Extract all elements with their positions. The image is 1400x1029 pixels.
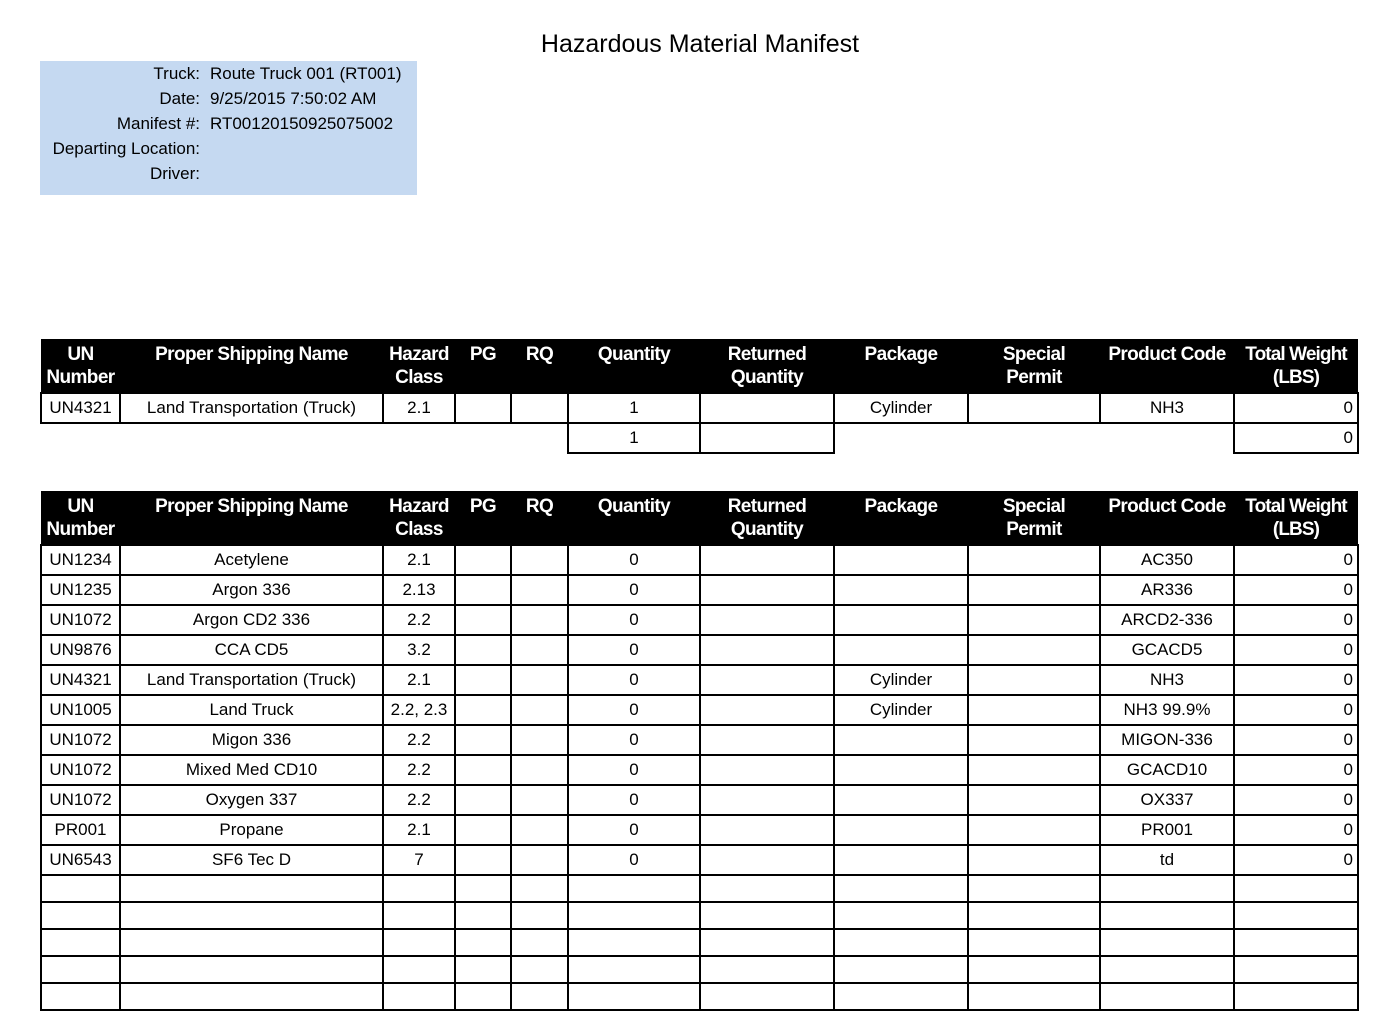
date-value: 9/25/2015 7:50:02 AM [210, 89, 377, 108]
header-package-line: Package [864, 344, 938, 365]
cell-special-permit [968, 393, 1100, 423]
blank-cell [455, 983, 511, 1010]
blank-cell [120, 902, 383, 929]
blank-cell [834, 929, 968, 956]
cell-product-code: GCACD5 [1100, 635, 1234, 665]
cell-special-permit [968, 785, 1100, 815]
cell-hazard-class: 2.13 [383, 575, 455, 605]
blank-cell [383, 956, 455, 983]
cell-total-weight: 0 [1234, 755, 1358, 785]
header-hazard-class [383, 491, 455, 545]
cell-proper-shipping-name: Propane [120, 815, 383, 845]
header-quantity-line: Quantity [597, 496, 671, 517]
cell-pg [455, 785, 511, 815]
blank-cell [968, 902, 1100, 929]
cell-hazard-class: 2.2 [383, 785, 455, 815]
blank-cell [511, 929, 568, 956]
cell-pg [455, 393, 511, 423]
cell-returned-quantity [700, 575, 834, 605]
table-header-row [41, 339, 1358, 393]
departing-location-label: Departing Location: [52, 139, 200, 158]
cell-rq [511, 393, 568, 423]
cell-rq [511, 635, 568, 665]
cell-rq [511, 695, 568, 725]
driver-label: Driver: [149, 164, 200, 183]
cell-package [834, 845, 968, 875]
blank-cell [511, 956, 568, 983]
table-row [41, 393, 1358, 423]
cell-rq [511, 785, 568, 815]
header-quantity-line: Quantity [597, 344, 671, 365]
cell-package [834, 545, 968, 575]
blank-cell [568, 875, 700, 902]
cell-quantity: 0 [568, 695, 700, 725]
cell-quantity: 0 [568, 785, 700, 815]
cell-product-code: MIGON-336 [1100, 725, 1234, 755]
cell-quantity: 0 [568, 815, 700, 845]
cell-returned-quantity [700, 635, 834, 665]
cell-quantity: 0 [568, 605, 700, 635]
cell-quantity: 0 [568, 665, 700, 695]
info-row-departing [40, 136, 417, 161]
cell-hazard-class: 2.1 [383, 393, 455, 423]
header-total-weight-line: (LBS) [1272, 367, 1320, 388]
header-proper-shipping-name-line: Proper Shipping Name [155, 496, 348, 517]
blank-cell [834, 875, 968, 902]
header-total-weight [1234, 491, 1358, 545]
header-total-weight [1234, 339, 1358, 393]
blank-cell [511, 902, 568, 929]
blank-cell [834, 956, 968, 983]
cell-un-number: UN1072 [41, 785, 120, 815]
cell-total-weight: 0 [1234, 393, 1358, 423]
blank-cell [968, 929, 1100, 956]
blank-cell [511, 875, 568, 902]
blank-row [41, 875, 1358, 902]
header-returned-quantity-line: Quantity [730, 519, 804, 540]
blank-cell [120, 956, 383, 983]
blank-row [41, 929, 1358, 956]
cell-hazard-class: 2.2 [383, 725, 455, 755]
table-row [41, 635, 1358, 665]
header-hazard-class-line: Hazard [389, 496, 449, 517]
blank-cell [1100, 956, 1234, 983]
header-total-weight-line: Total Weight [1245, 344, 1347, 365]
cell-un-number: UN1072 [41, 755, 120, 785]
cell-un-number: UN4321 [41, 393, 120, 423]
cell-product-code: td [1100, 845, 1234, 875]
info-row-date [40, 86, 417, 111]
cell-special-permit [968, 695, 1100, 725]
cell-returned-quantity [700, 393, 834, 423]
header-special-permit-line: Special [1002, 496, 1066, 517]
cell-returned-quantity [700, 785, 834, 815]
cell-special-permit [968, 755, 1100, 785]
cell-product-code: NH3 99.9% [1100, 695, 1234, 725]
blank-row [41, 956, 1358, 983]
cell-returned-quantity [700, 815, 834, 845]
total-quantity: 1 [568, 423, 700, 453]
blank-cell [1100, 929, 1234, 956]
header-special-permit-line: Special [1002, 344, 1066, 365]
header-package [834, 491, 968, 545]
blank-cell [834, 983, 968, 1010]
table-row [41, 785, 1358, 815]
cell-package [834, 755, 968, 785]
cell-proper-shipping-name: Land Transportation (Truck) [120, 393, 383, 423]
header-pg [455, 339, 511, 393]
cell-pg [455, 695, 511, 725]
blank-cell [1234, 902, 1358, 929]
cell-pg [455, 845, 511, 875]
header-un-number-line: Number [46, 519, 115, 540]
table-body [41, 545, 1358, 1010]
table-header-row [41, 491, 1358, 545]
cell-quantity: 0 [568, 545, 700, 575]
header-un-number-line: Number [46, 367, 115, 388]
blank-cell [1234, 875, 1358, 902]
blank-cell [968, 983, 1100, 1010]
totals-row [41, 423, 1358, 453]
header-returned-quantity-line: Quantity [730, 367, 804, 388]
header-rq [511, 339, 568, 393]
cell-returned-quantity [700, 755, 834, 785]
cell-un-number: PR001 [41, 815, 120, 845]
header-total-weight-line: (LBS) [1272, 519, 1320, 540]
blank-cell [41, 956, 120, 983]
cell-product-code: AC350 [1100, 545, 1234, 575]
cell-proper-shipping-name: Argon 336 [120, 575, 383, 605]
cell-package: Cylinder [834, 695, 968, 725]
date-label: Date: [159, 89, 200, 108]
cell-un-number: UN9876 [41, 635, 120, 665]
header-returned-quantity [700, 339, 834, 393]
page-title: Hazardous Material Manifest [540, 30, 860, 58]
cell-hazard-class: 2.1 [383, 665, 455, 695]
cell-special-permit [968, 635, 1100, 665]
cell-returned-quantity [700, 845, 834, 875]
cell-hazard-class: 2.1 [383, 815, 455, 845]
header-hazard-class-line: Class [395, 367, 443, 388]
cell-total-weight: 0 [1234, 845, 1358, 875]
blank-cell [1100, 902, 1234, 929]
header-hazard-class-line: Class [395, 519, 443, 540]
blank-cell [1234, 929, 1358, 956]
cell-quantity: 0 [568, 575, 700, 605]
cell-un-number: UN1072 [41, 725, 120, 755]
cell-quantity: 0 [568, 635, 700, 665]
manifest-number-value: RT00120150925075002 [210, 114, 394, 133]
cell-package [834, 725, 968, 755]
header-returned-quantity-line: Returned [727, 344, 807, 365]
header-hazard-class-line: Hazard [389, 344, 449, 365]
cell-proper-shipping-name: CCA CD5 [120, 635, 383, 665]
cell-hazard-class: 3.2 [383, 635, 455, 665]
header-pg [455, 491, 511, 545]
cell-special-permit [968, 725, 1100, 755]
blank-cell [700, 875, 834, 902]
cell-rq [511, 605, 568, 635]
cell-special-permit [968, 845, 1100, 875]
manifest-number-label: Manifest #: [116, 114, 200, 133]
header-special-permit [968, 339, 1100, 393]
blank-cell [568, 902, 700, 929]
cell-un-number: UN4321 [41, 665, 120, 695]
cell-pg [455, 755, 511, 785]
cell-special-permit [968, 575, 1100, 605]
cell-proper-shipping-name: Argon CD2 336 [120, 605, 383, 635]
header-special-permit-line: Permit [1006, 519, 1062, 540]
cell-package [834, 635, 968, 665]
header-rq [511, 491, 568, 545]
truck-label: Truck: [153, 64, 200, 83]
blank-cell [455, 929, 511, 956]
header-pg-line: PG [469, 496, 497, 517]
cell-product-code: PR001 [1100, 815, 1234, 845]
cell-total-weight: 0 [1234, 665, 1358, 695]
blank-cell [700, 956, 834, 983]
manifest-table-all-products [40, 491, 1359, 1011]
total-weight: 0 [1234, 423, 1358, 453]
header-proper-shipping-name [120, 491, 383, 545]
header-un-number [41, 491, 120, 545]
info-row-driver [40, 161, 417, 186]
blank-cell [455, 875, 511, 902]
blank-cell [700, 983, 834, 1010]
cell-pg [455, 575, 511, 605]
header-proper-shipping-name [120, 339, 383, 393]
cell-special-permit [968, 815, 1100, 845]
cell-product-code: OX337 [1100, 785, 1234, 815]
cell-rq [511, 815, 568, 845]
cell-quantity: 0 [568, 725, 700, 755]
departing-location-value [210, 136, 417, 161]
cell-rq [511, 575, 568, 605]
cell-un-number: UN1072 [41, 605, 120, 635]
cell-rq [511, 545, 568, 575]
table-row [41, 845, 1358, 875]
blank-cell [383, 875, 455, 902]
cell-product-code: ARCD2-336 [1100, 605, 1234, 635]
cell-quantity: 1 [568, 393, 700, 423]
cell-rq [511, 665, 568, 695]
cell-rq [511, 845, 568, 875]
table-row [41, 605, 1358, 635]
header-un-number [41, 339, 120, 393]
header-package-line: Package [864, 496, 938, 517]
blank-cell [41, 875, 120, 902]
cell-product-code: NH3 [1100, 665, 1234, 695]
blank-cell [120, 983, 383, 1010]
blank-cell [834, 902, 968, 929]
cell-un-number: UN1235 [41, 575, 120, 605]
cell-quantity: 0 [568, 845, 700, 875]
driver-value [210, 161, 417, 186]
table-row [41, 755, 1358, 785]
cell-product-code: NH3 [1100, 393, 1234, 423]
blank-row [41, 983, 1358, 1010]
table-row [41, 815, 1358, 845]
header-proper-shipping-name-line: Proper Shipping Name [155, 344, 348, 365]
table-row [41, 545, 1358, 575]
header-total-weight-line: Total Weight [1245, 496, 1347, 517]
header-returned-quantity [700, 491, 834, 545]
cell-pg [455, 635, 511, 665]
cell-proper-shipping-name: Land Truck [120, 695, 383, 725]
header-product-code-line: Product Code [1108, 344, 1226, 365]
cell-total-weight: 0 [1234, 785, 1358, 815]
blank-cell [383, 983, 455, 1010]
header-product-code [1100, 491, 1234, 545]
header-product-code [1100, 339, 1234, 393]
cell-un-number: UN6543 [41, 845, 120, 875]
cell-hazard-class: 2.2, 2.3 [383, 695, 455, 725]
table-row [41, 725, 1358, 755]
table-row [41, 695, 1358, 725]
header-package [834, 339, 968, 393]
cell-un-number: UN1234 [41, 545, 120, 575]
header-returned-quantity-line: Returned [727, 496, 807, 517]
header-pg-line: PG [469, 344, 497, 365]
blank-cell [41, 902, 120, 929]
cell-rq [511, 725, 568, 755]
manifest-table-loaded [40, 339, 1359, 454]
cell-returned-quantity [700, 665, 834, 695]
cell-total-weight: 0 [1234, 815, 1358, 845]
totals-section [41, 423, 1358, 453]
header-un-number-line: UN [67, 344, 94, 365]
header-product-code-line: Product Code [1108, 496, 1226, 517]
header-hazard-class [383, 339, 455, 393]
cell-pg [455, 545, 511, 575]
info-row-truck [40, 61, 417, 86]
blank-cell [968, 956, 1100, 983]
header-un-number-line: UN [67, 496, 94, 517]
cell-package [834, 815, 968, 845]
header-rq-line: RQ [525, 344, 554, 365]
blank-cell [120, 929, 383, 956]
cell-pg [455, 815, 511, 845]
cell-hazard-class: 2.2 [383, 755, 455, 785]
blank-cell [700, 929, 834, 956]
blank-cell [568, 956, 700, 983]
blank-cell [120, 875, 383, 902]
blank-cell [1234, 983, 1358, 1010]
cell-total-weight: 0 [1234, 695, 1358, 725]
blank-row [41, 902, 1358, 929]
truck-value: Route Truck 001 (RT001) [210, 64, 402, 83]
blank-cell [41, 929, 120, 956]
cell-special-permit [968, 545, 1100, 575]
cell-special-permit [968, 665, 1100, 695]
cell-proper-shipping-name: Acetylene [120, 545, 383, 575]
cell-quantity: 0 [568, 755, 700, 785]
cell-pg [455, 665, 511, 695]
cell-package [834, 785, 968, 815]
cell-returned-quantity [700, 545, 834, 575]
cell-proper-shipping-name: Mixed Med CD10 [120, 755, 383, 785]
table-body [41, 393, 1358, 423]
blank-cell [568, 929, 700, 956]
manifest-info-box [40, 61, 417, 195]
cell-pg [455, 725, 511, 755]
cell-returned-quantity [700, 605, 834, 635]
cell-total-weight: 0 [1234, 725, 1358, 755]
cell-hazard-class: 2.2 [383, 605, 455, 635]
blank-cell [968, 875, 1100, 902]
cell-rq [511, 755, 568, 785]
cell-package: Cylinder [834, 393, 968, 423]
cell-proper-shipping-name: Oxygen 337 [120, 785, 383, 815]
cell-special-permit [968, 605, 1100, 635]
cell-pg [455, 605, 511, 635]
header-special-permit-line: Permit [1006, 367, 1062, 388]
cell-product-code: GCACD10 [1100, 755, 1234, 785]
header-special-permit [968, 491, 1100, 545]
blank-cell [1100, 875, 1234, 902]
blank-cell [383, 902, 455, 929]
blank-cell [455, 956, 511, 983]
total-returned-quantity [700, 423, 834, 453]
cell-proper-shipping-name: SF6 Tec D [120, 845, 383, 875]
cell-proper-shipping-name: Land Transportation (Truck) [120, 665, 383, 695]
cell-total-weight: 0 [1234, 605, 1358, 635]
cell-hazard-class: 2.1 [383, 545, 455, 575]
cell-proper-shipping-name: Migon 336 [120, 725, 383, 755]
header-rq-line: RQ [525, 496, 554, 517]
blank-cell [41, 983, 120, 1010]
cell-total-weight: 0 [1234, 545, 1358, 575]
header-quantity [568, 491, 700, 545]
table-row [41, 665, 1358, 695]
blank-cell [568, 983, 700, 1010]
blank-cell [511, 983, 568, 1010]
cell-total-weight: 0 [1234, 575, 1358, 605]
cell-un-number: UN1005 [41, 695, 120, 725]
blank-cell [1100, 983, 1234, 1010]
cell-hazard-class: 7 [383, 845, 455, 875]
header-quantity [568, 339, 700, 393]
cell-total-weight: 0 [1234, 635, 1358, 665]
blank-cell [700, 902, 834, 929]
blank-cell [1234, 956, 1358, 983]
cell-product-code: AR336 [1100, 575, 1234, 605]
blank-cell [455, 902, 511, 929]
info-row-manifest [40, 111, 417, 136]
blank-cell [383, 929, 455, 956]
cell-package [834, 575, 968, 605]
cell-returned-quantity [700, 695, 834, 725]
cell-package [834, 605, 968, 635]
cell-package: Cylinder [834, 665, 968, 695]
table-row [41, 575, 1358, 605]
cell-returned-quantity [700, 725, 834, 755]
